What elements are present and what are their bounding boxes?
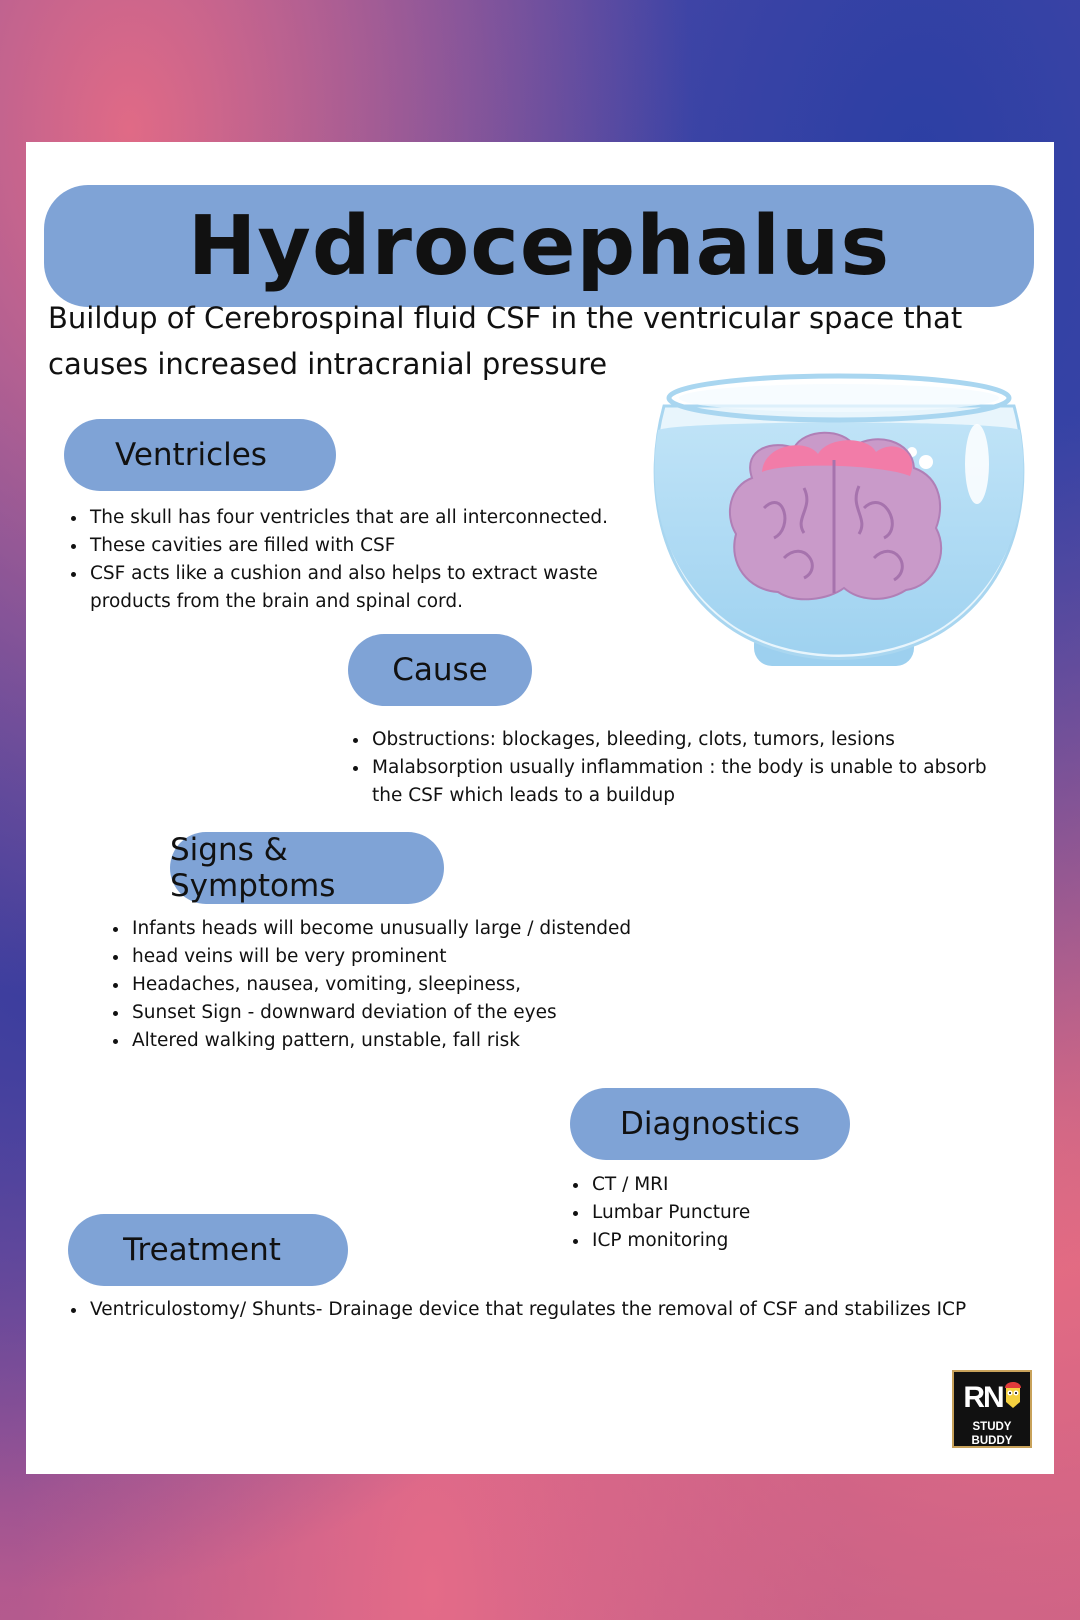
definition-text: Buildup of Cerebrospinal fluid CSF in the ventricular space that causes increased intracranial pressure [48, 301, 963, 381]
page-title: Hydrocephalus [187, 198, 891, 294]
treatment-heading-pill [68, 1214, 348, 1286]
ventricles-heading-pill [64, 419, 336, 491]
signs-list [106, 915, 690, 1055]
list-item: • The skull has four ventricles that are all interconnected. [88, 504, 668, 532]
list-item: • Sunset Sign - downward deviation of the eyes [130, 999, 690, 1027]
treatment-heading: Treatment [123, 1232, 281, 1268]
logo-study-buddy-text: STUDY BUDDY [971, 1421, 1013, 1447]
diagnostics-heading: Diagnostics [620, 1106, 800, 1142]
signs-heading: Signs & Symptoms [170, 832, 336, 904]
title-banner [44, 185, 1034, 307]
logo-rn-text: RN [963, 1381, 1003, 1414]
list-item: • Ventriculostomy/ Shunts- Drainage device that regulates the removal of CSF and stabilizes ICP [88, 1296, 1048, 1324]
list-item: • Headaches, nausea, vomiting, sleepiness, [130, 971, 690, 999]
brain-in-fishbowl-icon [644, 368, 1034, 688]
list-item: • These cavities are filled with CSF [88, 532, 668, 560]
list-item: • Lumbar Puncture [590, 1199, 890, 1227]
list-item: • Altered walking pattern, unstable, fall risk [130, 1027, 690, 1055]
pencil-mascot-icon [1002, 1378, 1024, 1408]
list-item: • head veins will be very prominent [130, 943, 690, 971]
cause-heading: Cause [392, 652, 488, 688]
list-item: • Infants heads will become unusually large / distended [130, 915, 690, 943]
list-item: • Obstructions: blockages, bleeding, clots, tumors, lesions [370, 726, 1010, 754]
cause-heading-pill [348, 634, 532, 706]
list-item: • ICP monitoring [590, 1227, 890, 1255]
ventricles-list [64, 504, 668, 616]
signs-heading-pill [170, 832, 444, 904]
diagnostics-list [566, 1171, 890, 1255]
rn-study-buddy-logo [952, 1370, 1032, 1448]
treatment-list [64, 1296, 1048, 1324]
list-item: • Malabsorption usually inflammation : the body is unable to absorb the CSF which leads to a buildup [370, 754, 1010, 810]
cause-list [346, 726, 1010, 810]
infographic-card [26, 142, 1054, 1474]
diagnostics-heading-pill [570, 1088, 850, 1160]
ventricles-heading: Ventricles [115, 437, 267, 473]
list-item: • CSF acts like a cushion and also helps to extract waste products from the brain and spinal cord. [88, 560, 668, 616]
list-item: • CT / MRI [590, 1171, 890, 1199]
